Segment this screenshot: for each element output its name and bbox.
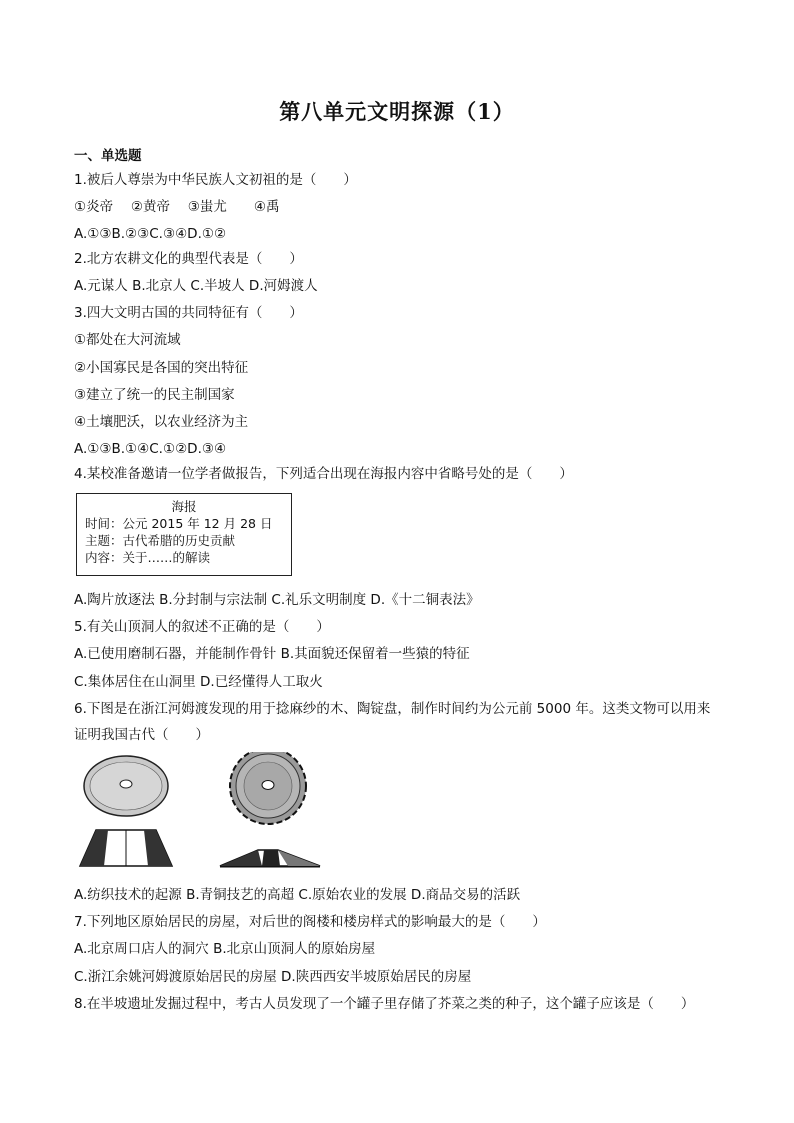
question-1: 1.被后人尊崇为中华民族人文初祖的是（ ） [74, 172, 357, 188]
poster-title: 海报 [171, 499, 197, 514]
pottery-whorl-side-view [220, 850, 320, 867]
q5-options-1: A.已使用磨制石器，并能制作骨针 B.其面貌还保留着一些猿的特征 [74, 646, 470, 662]
question-6: 6.下图是在浙江河姆渡发现的用于捻麻纱的木、陶锭盘，制作时间约为公元前 5000 年。这类文物可以用来 [74, 701, 711, 717]
q1-options: A.①③B.②③C.③④D.①② [74, 226, 227, 242]
poster-box [76, 493, 292, 576]
poster-content: 内容：关于……的解读 [85, 550, 211, 565]
wooden-whorl-side-view [80, 830, 172, 866]
question-2: 2.北方农耕文化的典型代表是（ ） [74, 251, 303, 267]
question-6-cont: 证明我国古代（ ） [74, 727, 209, 743]
q6-options: A.纺织技术的起源 B.青铜技艺的高超 C.原始农业的发展 D.商品交易的活跃 [74, 887, 521, 903]
q2-options: A.元谋人 B.北京人 C.半坡人 D.河姆渡人 [74, 278, 318, 294]
poster-theme: 主题：古代希腊的历史贡献 [85, 533, 236, 548]
poster-time: 时间：公元 2015 年 12 月 28 日 [85, 516, 273, 531]
q7-options-1: A.北京周口店人的洞穴 B.北京山顶洞人的原始房屋 [74, 941, 376, 957]
q1-items: ①炎帝 ②黄帝 ③蚩尤 ④禹 [74, 199, 280, 215]
pottery-whorl-top-view [230, 752, 306, 824]
question-5: 5.有关山顶洞人的叙述不正确的是（ ） [74, 619, 330, 635]
section-heading: 一、单选题 [74, 148, 142, 164]
q3-item-4: ④土壤肥沃，以农业经济为主 [74, 414, 249, 430]
wooden-whorl-top-view [84, 756, 168, 816]
question-3: 3.四大文明古国的共同特征有（ ） [74, 305, 303, 321]
question-4: 4.某校准备邀请一位学者做报告，下列适合出现在海报内容中省略号处的是（ ） [74, 466, 573, 482]
q3-item-1: ①都处在大河流域 [74, 332, 181, 348]
page-title: 第八单元文明探源（1） [279, 99, 515, 124]
q3-item-3: ③建立了统一的民主制国家 [74, 387, 235, 403]
q7-options-2: C.浙江余姚河姆渡原始居民的房屋 D.陕西西安半坡原始居民的房屋 [74, 969, 472, 985]
spindle-whorl-figure [74, 752, 334, 877]
q3-options: A.①③B.①④C.①②D.③④ [74, 441, 227, 457]
question-8: 8.在半坡遗址发掘过程中，考古人员发现了一个罐子里存储了芥菜之类的种子，这个罐子应该是（ ） [74, 996, 695, 1012]
q4-options: A.陶片放逐法 B.分封制与宗法制 C.礼乐文明制度 D.《十二铜表法》 [74, 592, 480, 608]
q3-item-2: ②小国寡民是各国的突出特征 [74, 360, 249, 376]
q5-options-2: C.集体居住在山洞里 D.已经懂得人工取火 [74, 674, 323, 690]
question-7: 7.下列地区原始居民的房屋，对后世的阁楼和楼房样式的影响最大的是（ ） [74, 914, 546, 930]
